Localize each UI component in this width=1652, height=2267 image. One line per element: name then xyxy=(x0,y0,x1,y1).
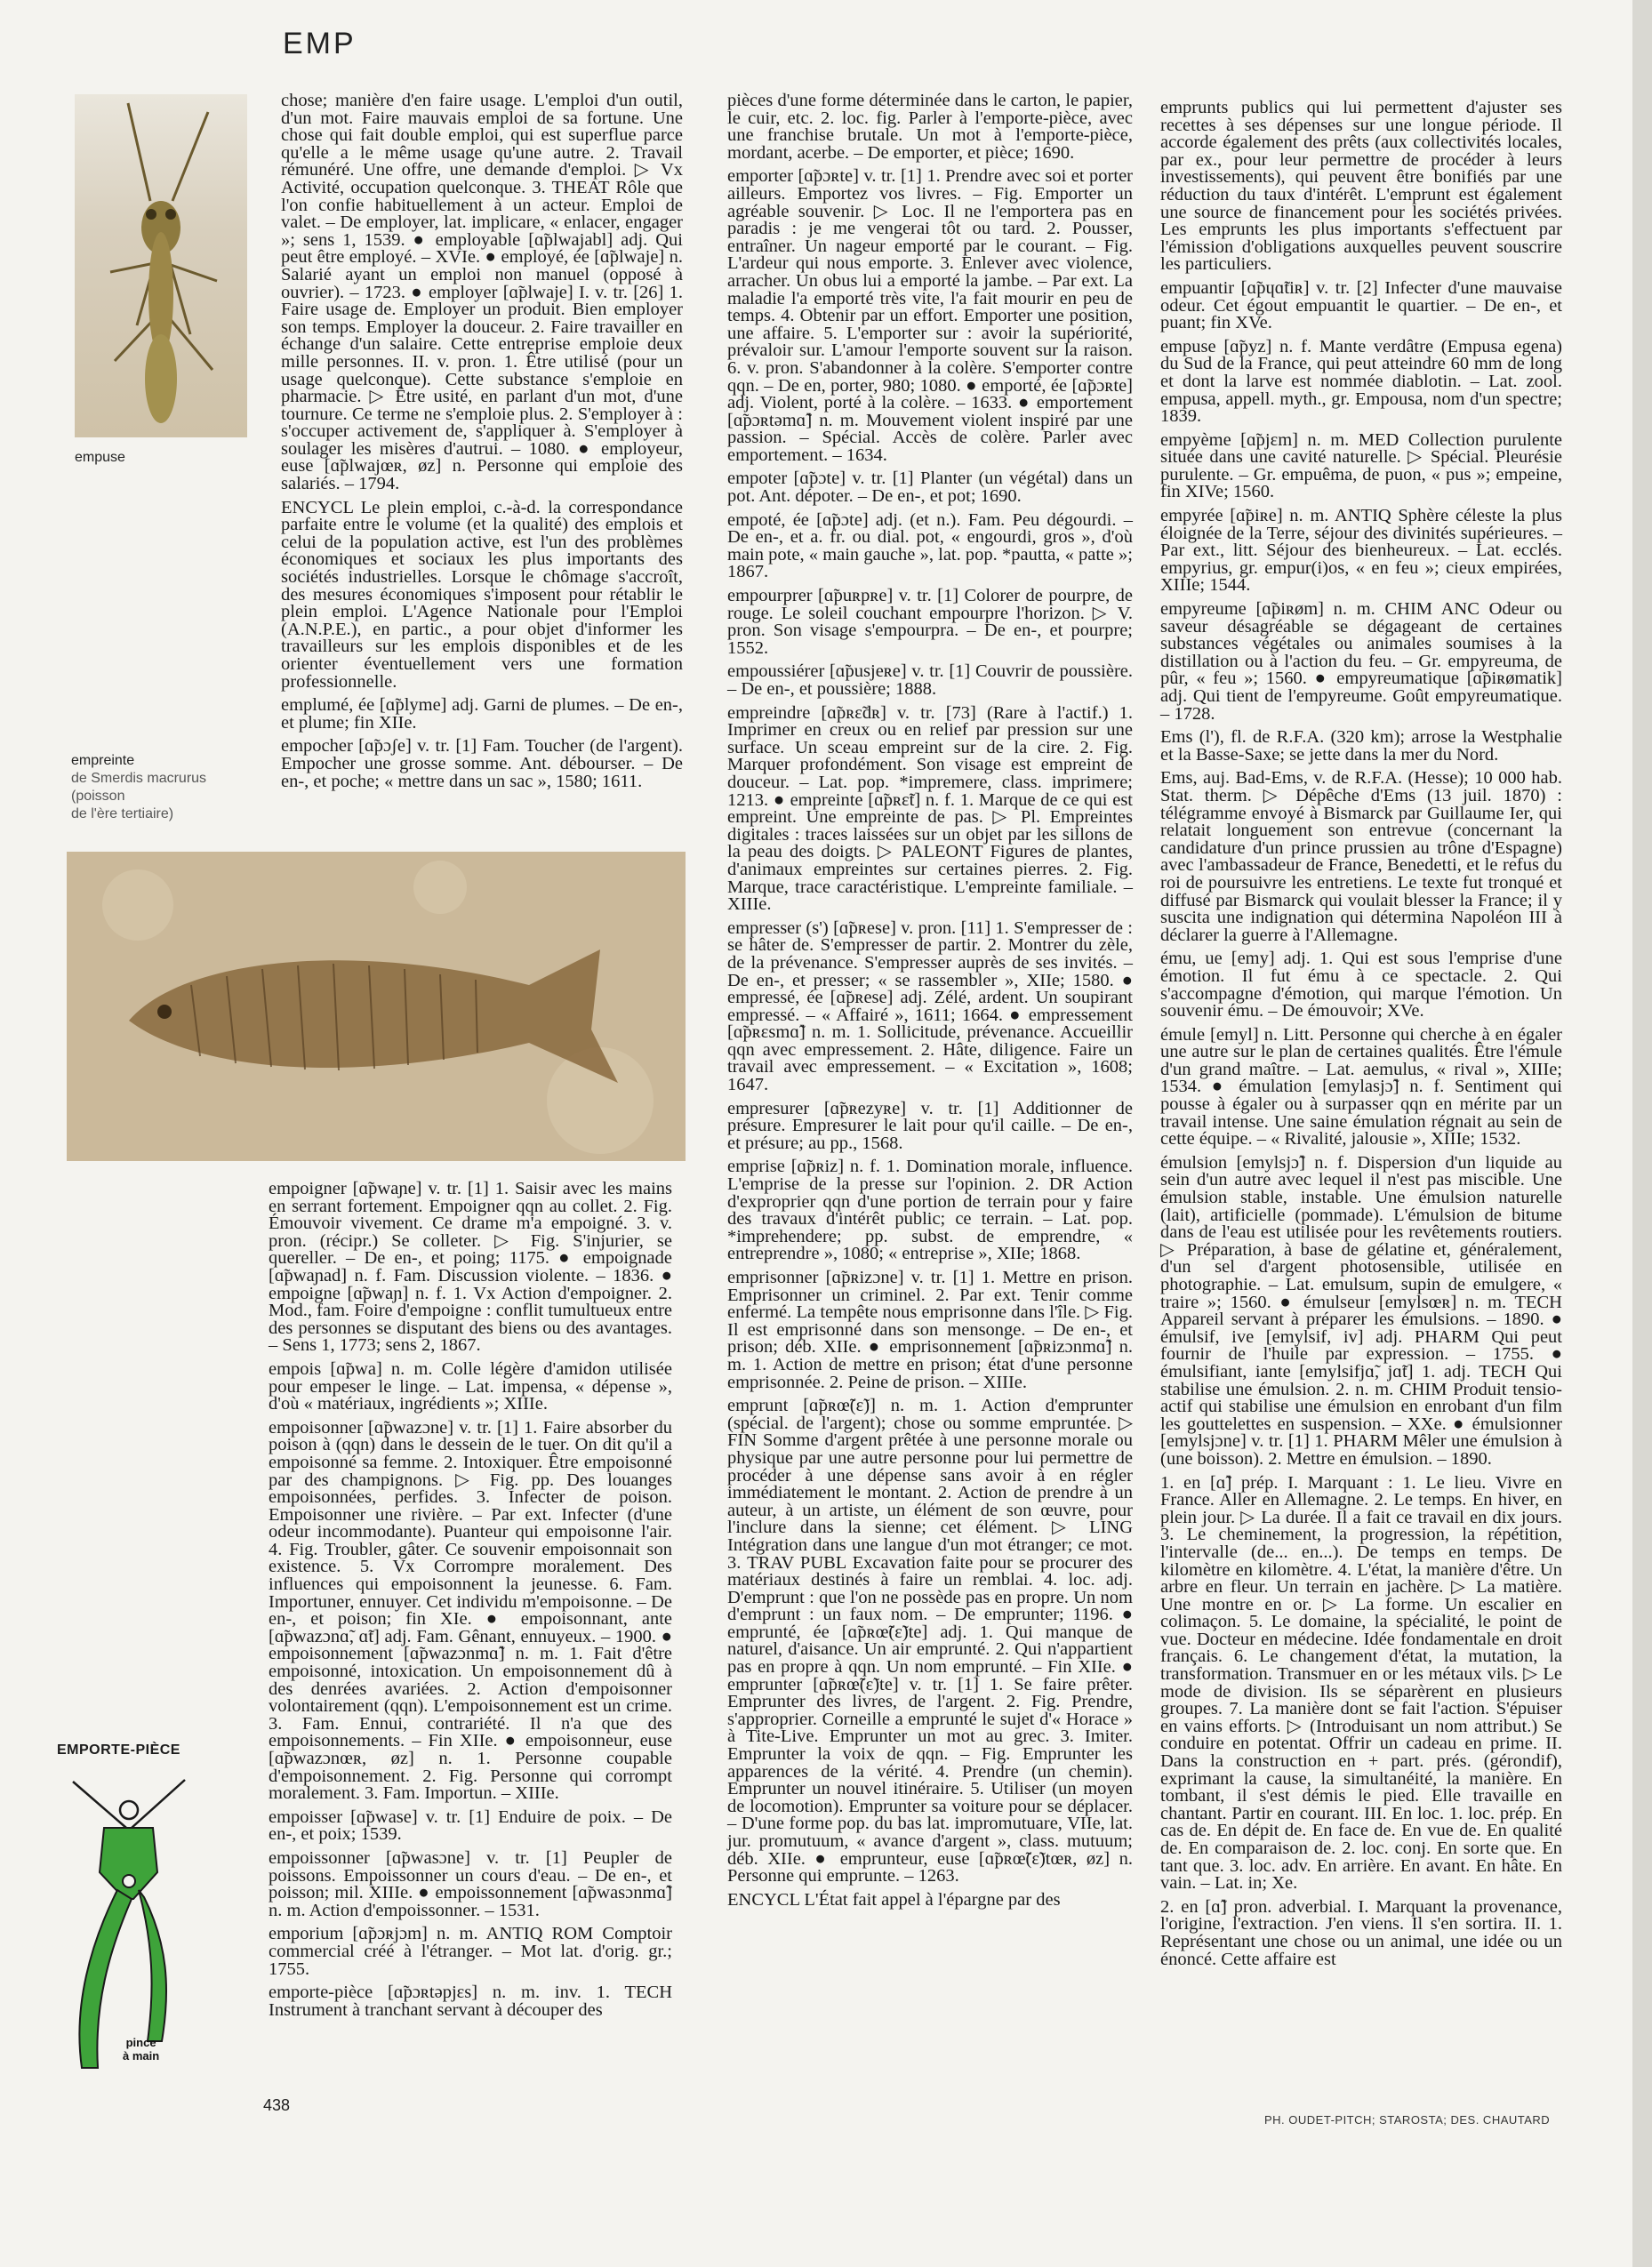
column-1-bottom xyxy=(269,1181,672,2087)
entry-text: emporium [ɑ̃pɔʀjɔm] n. m. ANTIQ ROM Comptoir commercial créé à l'étranger. – Mot lat. d'orig. gr.; 1755. xyxy=(269,1924,672,1979)
mantis-illustration xyxy=(75,94,247,437)
plier-label-line-1: pince xyxy=(125,2036,156,2049)
entry-text: empyreume [ɑ̃piʀøm] n. m. CHIM ANC Odeur ou saveur désagréable se dégageant de certaines substances végétales ou animales soumises à la distillation ou à l'action du feu. – Gr. empyreuma, de pûr, « feu »; 1560. ● empyreumatique [ɑ̃piʀømatik] adj. Qui tient de l'empyreume. Goût empyreumatique. – 1728. xyxy=(1160,599,1562,724)
emporte-piece-illustration xyxy=(55,1774,203,2073)
guide-word: EMP xyxy=(283,27,357,60)
column-3 xyxy=(1160,100,1562,2091)
plier-label-line-2: à main xyxy=(123,2049,160,2063)
entry-text: ENCYCL L'État fait appel à l'épargne par des xyxy=(727,1889,1061,1910)
entry-text: emporte-pièce [ɑ̃pɔʀtəpjɛs] n. m. inv. 1. TECH Instrument à tranchant servant à découper des xyxy=(269,1983,672,2020)
column-1-top xyxy=(281,91,683,791)
fossil-illustration xyxy=(67,852,686,1161)
entry-text: emprunt [ɑ̃pʀœ̃(ɛ̃)] n. m. 1. Action d'emprunter (spécial. de l'argent); chose ou somme empruntée. ▷ FIN Somme d'argent prêtée à une personne morale ou physique par une autre personne pour lui permettre de procéder à une dépense sans avoir à en régler immédiatement le montant. 2. Action de prendre à un auteur, à un artiste, un élément de son œuvre, pour l'inclure dans la sienne; cet élément. ▷ LING Intégration dans une langue d'un mot étranger; ce mot. 3. TRAV PUBL Excavation faite pour se procurer des matériaux destinés à faire un remblai. 4. loc. adj. D'emprunt : que l'on ne possède pas en propre. Un nom d'emprunt : un faux nom. – De emprunter; 1196. ● emprunté, ée [ɑ̃pʀœ̃(ɛ̃)te] adj. 1. Qui manque de naturel, d'aisance. Un air emprunté. 2. Qui n'appartient pas en propre à qqn. Un nom emprunté. – Fin XIIe. ● emprunter [ɑ̃pʀœ̃(ɛ̃)te] v. tr. [1] 1. Se faire prêter. Emprunter des livres, de l'argent. 2. Fig. Prendre, s'approprier. Corneille a emprunté le sujet d'« Horace » à Tite-Live. Emprunter un mot au grec. 3. Imiter. Emprunter la voix de qqn. – Fig. Emprunter les apparences de la vérité. 4. Prendre (un chemin). Emprunter un nouvel itinéraire. 5. Utiliser (un moyen de locomotion). Emprunter sa voiture pour se déplacer. – D'une forme pop. du bas lat. impromutuare, VIIe, lat. jur. promutuum, « avance d'argent », class. mutuum; déb. XIIe. ● emprunteur, euse [ɑ̃pʀœ̃(ɛ̃)tœʀ, øz] n. Personne qui emprunte. – 1263. xyxy=(727,1396,1133,1886)
entry-text: emprisonner [ɑ̃pʀizɔne] v. tr. [1] 1. Mettre en prison. Emprisonner un criminel. 2. Par ext. Tenir comme enfermé. La tempête nous emprisonne dans l'île. ▷ Fig. Il est emprisonné dans son mensonge. – De en-, et prison; déb. XIIe. ● emprisonnement [ɑ̃pʀizɔnmɑ̃] n. m. 1. Action de mettre en prison; état d'une personne emprisonnée. 2. Peine de prison. – XIIIe. xyxy=(727,1268,1133,1392)
entry-text: empoussiérer [ɑ̃pusjeʀe] v. tr. [1] Couvrir de poussière. – De en-, et poussière; 1888. xyxy=(727,661,1133,699)
entry-text: emporter [ɑ̃pɔʀte] v. tr. [1] 1. Prendre avec soi et porter ailleurs. Emportez vos livres. – Fig. Emporter un agréable souvenir. ▷ Loc. Il ne l'emportera pas en paradis : je me vengerai tôt ou tard. 2. Pousser, entraîner. Un nageur emporté par le courant. – Fig. L'ardeur qui nous emporte. 3. Enlever avec violence, arracher. Un obus lui a emporté la jambe. – Par ext. La maladie l'a emporté très vite, l'a fait mourir en peu de temps. 4. Obtenir par un effort. Emporter une position, une affaire. 5. L'emporter sur : avoir la supériorité, prévaloir sur. L'amour l'emporte souvent sur la raison. 6. v. pron. S'abandonner à la colère. S'emporter contre qqn. – De en, porter, 980; 1080. ● emporté, ée [ɑ̃pɔʀte] adj. Violent, porté à la colère. – 1633. ● emportement [ɑ̃pɔʀtəmɑ̃] n. m. Mouvement violent inspiré par une passion. – Spécial. Accès de colère. Parler avec emportement. – 1634. xyxy=(727,166,1133,465)
entry-text: empreindre [ɑ̃pʀɛ̃dʀ] v. tr. [73] (Rare à l'actif.) 1. Imprimer en creux ou en relief par pression sur une surface. Un sceau empreint sur de la cire. 2. Fig. Marquer profondément. Son visage est empreint de douceur. – Lat. pop. *impremere, class. imprimere; 1213. ● empreinte [ɑ̃pʀɛ̃t] n. f. 1. Marque de ce qui est empreint. Une empreinte de pas. ▷ Pl. Empreintes digitales : traces laissées sur un objet par les sillons de la peau des doigts. ▷ PALEONT Figures de plantes, d'animaux empreintes sur certaines pierres. 2. Fig. Marque, trace caractéristique. L'empreinte familiale. – XIIIe. xyxy=(727,702,1133,915)
fossil-caption-line-2: (poisson xyxy=(71,789,125,804)
entry-text: empyrée [ɑ̃piʀe] n. m. ANTIQ Sphère céleste la plus éloignée de la Terre, séjour des divinités supérieures. – Par ext., litt. Séjour des bienheureux. – Lat. ecclés. empyrius, gr. empur(i)os, « en feu »; cieux empirées, XIIIe; 1544. xyxy=(1160,506,1562,596)
entry-text: Ems, auj. Bad-Ems, v. de R.F.A. (Hesse); 10 000 hab. Stat. therm. ▷ Dépêche d'Ems (13 juil. 1870) : télégramme envoyé à Bismarck par Guillaume Ier, qui relatait longuement son entrevue (concernant la candidature d'un prince prussien au trône d'Espagne) avec l'ambassadeur de France, Benedetti, et le refus du roi de poursuivre les entretiens. Le texte fut tronqué et diffusé par Bismarck qui voulait blesser la France; il y suscita une indignation qui détermina Napoléon III à déclarer la guerre à l'Allemagne. xyxy=(1160,768,1562,945)
entry-text: pièces d'une forme déterminée dans le carton, le papier, le cuir, etc. 2. loc. fig. Parler à l'emporte-pièce, avec une franchise brutale. Un mot à l'emporte-pièce, mordant, acerbe. – De emporter, et pièce; 1690. xyxy=(727,91,1133,163)
entry-text: empuantir [ɑ̃pɥɑ̃tiʀ] v. tr. [2] Infecter d'une mauvaise odeur. Cet égout empuantit le quartier. – De en-, et puant; fin XVe. xyxy=(1160,277,1562,333)
fossil-caption xyxy=(71,752,206,823)
page-number: 438 xyxy=(263,2096,291,2114)
entry-text: empourprer [ɑ̃puʀpʀe] v. tr. [1] Colorer de pourpre, de rouge. Le soleil couchant empourpre l'horizon. ▷ V. pron. Son visage s'empourpra. – De en-, et pourpre; 1552. xyxy=(727,586,1133,658)
entry-text: emplumé, ée [ɑ̃plyme] adj. Garni de plumes. – De en-, et plume; fin XIIe. xyxy=(281,695,683,733)
plier-title: EMPORTE-PIÈCE xyxy=(57,1742,180,1758)
entry-text: ENCYCL Le plein emploi, c.-à-d. la correspondance parfaite entre le volume (et la qualité) des emplois et celui de la population active, est l'un des problèmes économiques et sociaux les plus importants des sociétés industrielles. Lorsque le chômage s'accroît, des mesures économiques s'imposent pour rétablir le plein emploi. L'Agence Nationale pour l'Emploi (A.N.P.E.), en partic., a pour objet d'informer les travailleurs sur les emplois disponibles et de les orienter éventuellement vers une formation professionnelle. xyxy=(281,497,683,692)
fossil-caption-line-1: de Smerdis macrurus xyxy=(71,771,207,786)
entry-text: empoigner [ɑ̃pwaɲe] v. tr. [1] 1. Saisir avec les mains en serrant fortement. Empoigner qqn au collet. 2. Fig. Émouvoir vivement. Ce drame m'a empoigné. 3. v. pron. (récipr.) Se colleter. ▷ Fig. S'injurier, se quereller. – De en-, et poing; 1175. ● empoignade [ɑ̃pwaɲad] n. f. Fam. Discussion violente. – 1836. ● empoigne [ɑ̃pwaɲ] n. f. 1. Vx Action d'empoigner. 2. Mod., fam. Foire d'empoigne : conflit tumultueux entre des personnes se disputant des biens ou des avantages. – Sens 1, 1773; sens 2, 1867. xyxy=(269,1179,672,1356)
entry-text: empoisonner [ɑ̃pwazɔne] v. tr. [1] 1. Faire absorber du poison à (qqn) dans le dessein de le tuer. On dit qu'il a empoisonné sa femme. 2. Intoxiquer. Être empoisonné par des champignons. ▷ Fig. pp. Des louanges empoisonnées, perfides. 3. Infecter de poison. Empoisonner une rivière. – Par ext. Infecter (d'une odeur incommodante). Puanteur qui empoisonne l'air. 4. Fig. Troubler, gâter. Ce souvenir empoisonnait son existence. 5. Vx Corrompre moralement. Des influences qui empoisonnent la jeunesse. 6. Fam. Importuner, ennuyer. Cet individu m'empoisonne. – De en-, et poison; fin XIe. ● empoisonnant, ante [ɑ̃pwazɔnɑ̃, ɑ̃t] adj. Fam. Gênant, ennuyeux. – 1900. ● empoisonnement [ɑ̃pwazɔnmɑ̃] n. m. 1. Fait d'être empoisonné, intoxication. Un empoisonnement dû à des denrées avariées. 2. Action d'empoisonner volontairement (qqn). L'empoisonnement est un crime. 3. Fam. Ennui, contrariété. Il n'a que des empoisonnements. – Fin XIIe. ● empoisonneur, euse [ɑ̃pwazɔnœʀ, øz] n. 1. Personne coupable d'empoisonnement. 2. Fig. Personne qui corrompt moralement. 3. Fam. Importun. – XIIIe. xyxy=(269,1417,672,1804)
photo-credits: PH. OUDET-PITCH; STAROSTA; DES. CHAUTARD xyxy=(1264,2113,1551,2127)
entry-text: émulsion [emylsjɔ̃] n. f. Dispersion d'un liquide au sein d'un autre avec lequel il n'est pas miscible. Une émulsion stable, instable. Une émulsion naturelle (lait), artificielle (pommade). L'émulsion de bitume dans de l'eau est utilisée pour les revêtements routiers. ▷ Préparation, à base de gélatine et, généralement, d'un sel d'argent photosensible, utilisée en photographie. – Lat. emulsum, supin de emulgere, « traire »; 1560. ● émulseur [emylsœʀ] n. m. TECH Appareil servant à préparer les émulsions. – 1890. ● émulsif, ive [emylsif, iv] adj. PHARM Qui peut fournir de l'huile par expression. – 1755. ● émulsifiant, iante [emylsifjɑ̃, jɑ̃t] 1. adj. TECH Qui stabilise une émulsion. 2. n. m. CHIM Produit tensio-actif qui stabilise une émulsion en enrobant d'un film les gouttelettes en suspension. – XXe. ● émulsionner [emylsjɔne] v. tr. [1] 1. PHARM Mêler une émulsion à (une boisson). 2. Mettre en émulsion. – 1890. xyxy=(1160,1152,1562,1469)
entry-text: empuse [ɑ̃pyz] n. f. Mante verdâtre (Empusa egena) du Sud de la France, qui peut atteindre 60 mm de long et dont la larve est nommée diablotin. – Lat. zool. empusa, appell. myth., gr. Empousa, nom d'un spectre; 1839. xyxy=(1160,336,1562,427)
entry-text: empoissonner [ɑ̃pwasɔne] v. tr. [1] Peupler de poissons. Empoissonner un cours d'eau. – De en-, et poisson; mil. XIIIe. ● empoissonnement [ɑ̃pwasɔnmɑ̃] n. m. Action d'empoissonner. – 1531. xyxy=(269,1847,672,1920)
plier-label xyxy=(123,2036,159,2063)
page-edge xyxy=(1632,0,1652,2267)
entry-text: 2. en [ɑ̃] pron. adverbial. I. Marquant la provenance, l'origine, l'extraction. J'en viens. Il s'en sortira. II. 1. Représentant une chose ou un animal, une idée ou un énoncé. Cette affaire est xyxy=(1160,1896,1562,1969)
entry-text: Ems (l'), fl. de R.F.A. (320 km); arrose la Westphalie et la Basse-Saxe; se jette dans la mer du Nord. xyxy=(1160,727,1562,765)
mantis-photo xyxy=(75,94,247,437)
entry-text: empresurer [ɑ̃pʀezyʀe] v. tr. [1] Additionner de présure. Empresurer le lait pour qu'il caille. – De en-, et présure; au pp., 1568. xyxy=(727,1098,1133,1153)
entry-text: chose; manière d'en faire usage. L'emploi d'un outil, d'un mot. Faire mauvais emploi de sa fortune. Une chose qui fait double emploi, qui est superflue parce qu'elle a le même usage qu'une autre. 2. Travail rémunéré. Une offre, une demande d'emploi. ▷ Vx Activité, occupation quelconque. 3. THEAT Rôle que l'on confie habituellement à un acteur. Emploi de valet. – De employer, lat. implicare, « enlacer, engager »; sens 1, 1539. ● employable [ɑ̃plwajabl] adj. Qui peut être employé. – XVIe. ● employé, ée [ɑ̃plwaje] n. Salarié ayant un emploi non manuel (opposé à ouvrier). – 1723. ● employer [ɑ̃plwaje] I. v. tr. [26] 1. Faire usage de. Employer un produit. Bien employer son temps. Employer la douceur. 2. Faire travailler en échange d'un salaire. Cette entreprise emploie deux mille personnes. II. v. pron. 1. Être utilisé (pour un usage quelconque). Cette substance s'emploie en pharmacie. ▷ Être usité, en parlant d'un mot, d'une tournure. Ce terme ne s'emploie plus. 2. S'employer à : s'occuper activement de, s'appliquer à. S'employer à soulager les misères d'autrui. – 1080. ● employeur, euse [ɑ̃plwajœʀ, øz] n. Personne qui emploie des salariés. – 1794. xyxy=(281,91,683,494)
fossil-photo xyxy=(67,852,686,1161)
entry-text: empoté, ée [ɑ̃pɔte] adj. (et n.). Fam. Peu dégourdi. – De en-, et a. fr. ou dial. pot, « engourdi, gros », d'où main pote, « main gauche », lat. pop. *pautta, « patte »; 1867. xyxy=(727,509,1133,582)
entry-text: empoisser [ɑ̃pwase] v. tr. [1] Enduire de poix. – De en-, et poix; 1539. xyxy=(269,1806,672,1845)
entry-text: emprise [ɑ̃pʀiz] n. f. 1. Domination morale, influence. L'emprise de la presse sur l'opinion. 2. DR Action d'exproprier qqn d'une portion de terrain pour y faire des travaux d'intérêt public; ce terrain. – Lat. pop. *imprehendere; pp. subst. de emprendre, « entreprendre », 1080; « entreprise », XIIe; 1868. xyxy=(727,1157,1133,1264)
entry-text: 1. en [ɑ̃] prép. I. Marquant : 1. Le lieu. Vivre en France. Aller en Allemagne. 2. Le temps. En hiver, en plein jour. ▷ La durée. Il a fait ce travail en dix jours. 3. Le cheminement, la progression, la répétition, l'intervalle (de... en...). De temps en temps. De kilomètre en kilomètre. 4. L'état, la manière d'être. Un arbre en fleur. Un terrain en jachère. ▷ La matière. Une montre en or. ▷ La forme. Un escalier en colimaçon. 5. Le domaine, la spécialité, le point de vue. Docteur en médecine. Idée fondamentale en droit français. 6. Le changement d'état, la mutation, la transformation. Transmuer en or les métaux vils. ▷ Le mode de division. Ils se séparèrent en plusieurs groupes. 7. La manière dont se fait l'action. S'épuiser en vains efforts. ▷ (Introduisant un nom attribut.) Se conduire en potentat. Offrir un cadeau en prime. II. Dans la construction en + part. prés. (gérondif), exprimant la cause, la simultanéité, la manière. En tombant, il s'est démis le pied. Elle travaille en chantant. Partir en courant. III. En loc. 1. loc. prép. En cas de. En dépit de. En face de. En vue de. En qualité de. En comparaison de. 2. loc. conj. En sorte que. En tant que. 3. loc. adv. En arrière. En avant. En hâte. En vain. – Lat. in; Xe. xyxy=(1160,1472,1562,1894)
entry-text: ému, ue [emy] adj. 1. Qui est sous l'emprise d'une émotion. Il fut ému à ce spectacle. 2. Qui s'accompagne d'émotion, qui marque l'émotion. Un souvenir ému. – De émouvoir; XVe. xyxy=(1160,949,1562,1021)
fossil-caption-title: empreinte xyxy=(71,753,135,768)
entry-text: empresser (s') [ɑ̃pʀese] v. pron. [11] 1. S'empresser de : se hâter de. S'empresser de partir. 2. Montrer du zèle, de la prévenance. S'empresser auprès de ses invités. – De en-, et presser; « se rassembler », XIIe; 1580. ● empressé, ée [ɑ̃pʀese] adj. Zélé, ardent. Un soupirant empressé. – « Affairé », 1611; 1664. ● empressement [ɑ̃pʀɛsmɑ̃] n. m. 1. Sollicitude, prévenance. Accueillir qqn avec empressement. 2. Hâte, diligence. Faire un travail avec empressement. – « Excitation », 1608; 1647. xyxy=(727,917,1133,1095)
entry-text: emprunts publics qui lui permettent d'ajuster ses recettes à ses dépenses sur une longue période. Il accorde également des prêts (aux collectivités locales, par ex., pour leur permettre de procéder à leurs investissements), qui peuvent être bonifiés par une réduction du taux d'intérêt. L'emprunt est également une source de financement pour les sociétés privées. Les emprunts les plus importants s'effectuent par l'émission d'obligations auxquelles peuvent souscrire les particuliers. xyxy=(1160,98,1562,275)
plier-drawing xyxy=(55,1774,203,2073)
entry-text: empoter [ɑ̃pɔte] v. tr. [1] Planter (un végétal) dans un pot. Ant. dépoter. – De en-, et pot; 1690. xyxy=(727,469,1133,507)
fossil-caption-line-3: de l'ère tertiaire) xyxy=(71,806,174,821)
entry-text: empyème [ɑ̃pjɛm] n. m. MED Collection purulente située dans une cavité naturelle. ▷ Spécial. Pleurésie purulente. – Gr. empuêma, de puon, « pus »; empeine, fin XIVe; 1560. xyxy=(1160,429,1562,502)
column-2 xyxy=(727,92,1133,2091)
entry-text: émule [emyl] n. Litt. Personne qui cherche à en égaler une autre sur le plan de certaines qualités. Être l'émule d'un grand maître. – Lat. aemulus, « rival », XIIIe; 1534. ● émulation [emylasjɔ̃] n. f. Sentiment qui pousse à égaler ou à surpasser qqn en mérite par un travail intense. Une saine émulation régnait au sein de cette équipe. – « Rivalité, jalousie », XIIIe; 1532. xyxy=(1160,1024,1562,1150)
entry-text: empocher [ɑ̃pɔʃe] v. tr. [1] Fam. Toucher (de l'argent). Empocher une grosse somme. Ant. débourser. – De en-, et poche; « mettre dans un sac », 1580; 1611. xyxy=(281,736,683,791)
mantis-caption: empuse xyxy=(75,450,125,465)
entry-text: empois [ɑ̃pwa] n. m. Colle légère d'amidon utilisée pour empeser le linge. – Lat. impensa, « dépense », d'où « matériaux, ingrédients »; XIIIe. xyxy=(269,1358,672,1414)
